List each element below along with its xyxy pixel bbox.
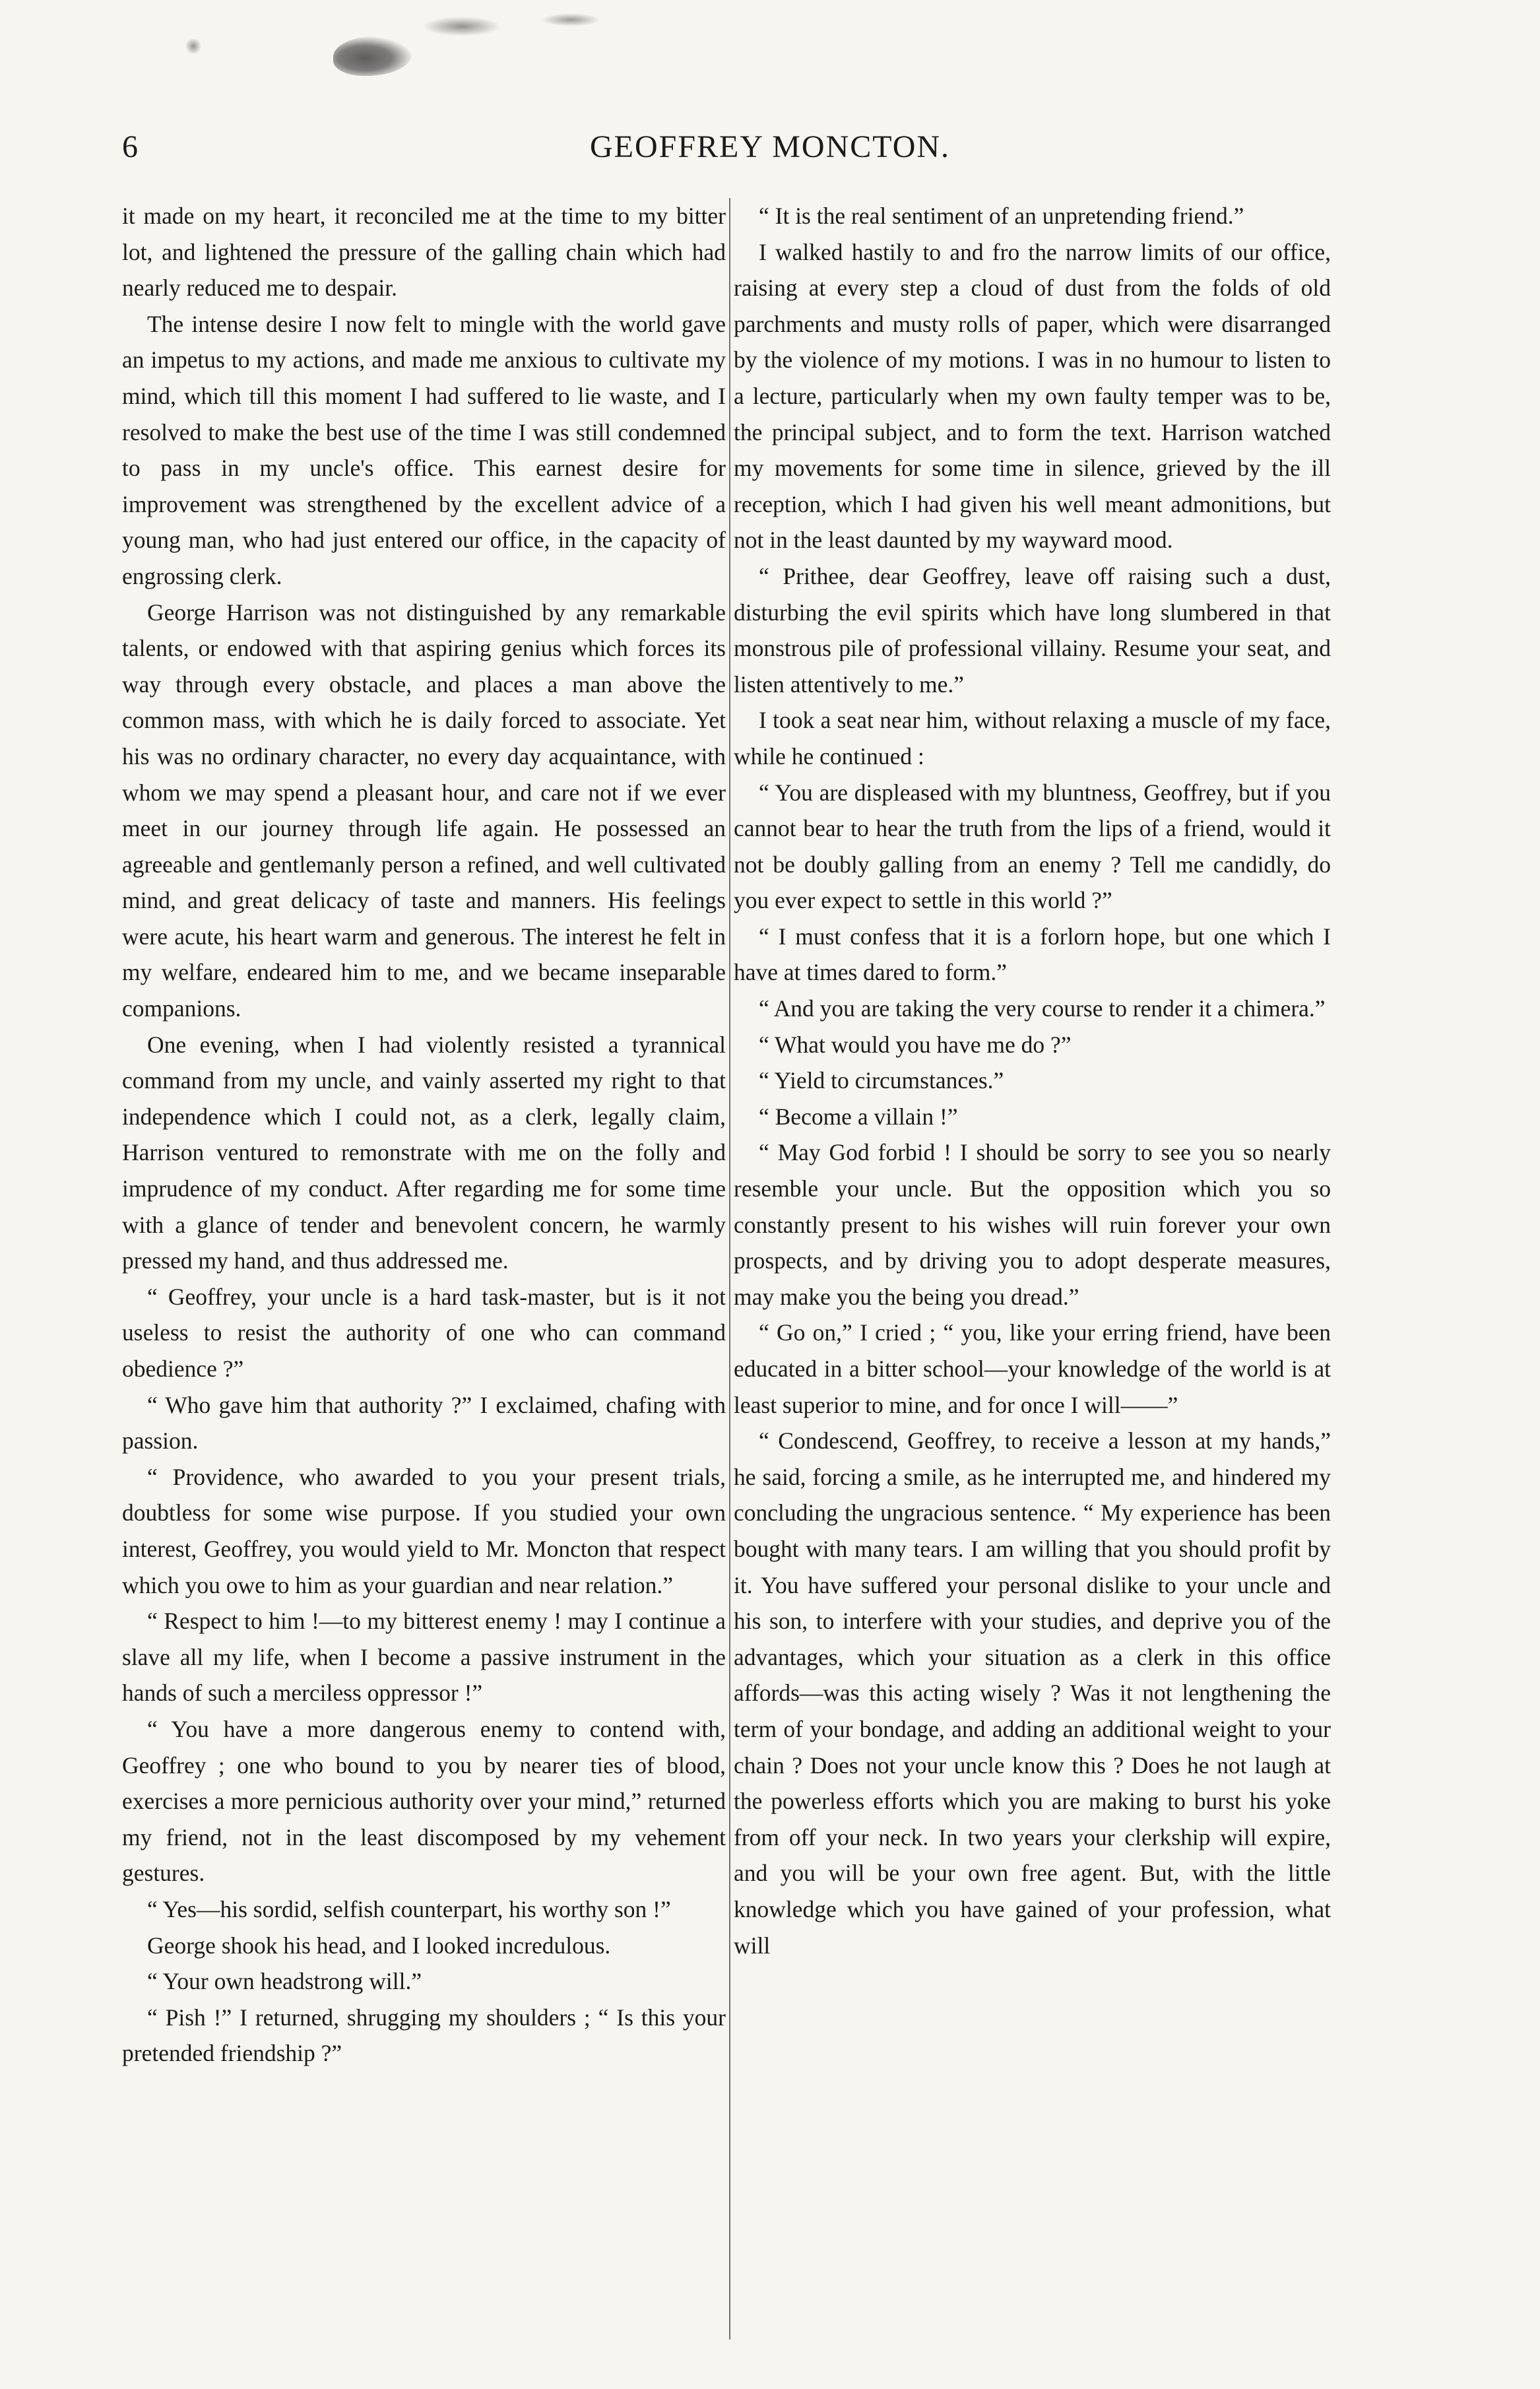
paragraph: “ What would you have me do ?” — [759, 1031, 1072, 1058]
running-head: GEOFFREY MONCTON. — [589, 129, 951, 164]
ink-smudge — [333, 36, 412, 76]
paragraph: “ Your own headstrong will.” — [147, 1968, 422, 1995]
paragraph: One evening, when I had violently resisted a tyrannical command from my uncle, and vainly asserted my right to that independence which I could not, as a clerk, legally claim, Harrison ventured to remonstrate with me on the folly and imprudence of my conduct. After regarding me for some time with a glance of tender and benevolent concern, he warmly pressed my hand, and thus addressed me. — [122, 1031, 726, 1274]
paragraph: “ Become a villain !” — [759, 1103, 958, 1130]
paragraph: The intense desire I now felt to mingle with the world gave an impetus to my actions, and made me anxious to cultivate my mind, which till this moment I had suffered to lie waste, and I resolved to make the best use of the time I was still condemned to pass in my uncle's office. This earnest desire for improvement was strengthened by the excellent advice of a young man, who had just entered our office, in the capacity of engrossing clerk. — [122, 310, 726, 589]
paragraph: “ And you are taking the very course to render it a chimera.” — [759, 995, 1326, 1022]
paragraph: George Harrison was not distinguished by any remarkable talents, or endowed with that aspiring genius which forces its way through every obstacle, and places a man above the common mass, with which he is daily forced to associate. Yet his was no ordinary character, no every day acquaintance, with whom we may spend a pleasant hour, and care not if we ever meet in our journey through life again. He possessed an agreeable and gentlemanly person a refined, and well cultivated mind, and great delicacy of taste and manners. His feelings were acute, his heart warm and generous. The interest he felt in my welfare, endeared him to me, and we became inseparable companions. — [122, 599, 726, 1022]
page-header — [0, 129, 1540, 175]
paragraph: “ Yield to circumstances.” — [759, 1067, 1004, 1094]
paragraph: I took a seat near him, without relaxing a muscle of my face, while he continued : — [734, 707, 1331, 769]
ink-smudge — [185, 38, 202, 54]
paragraph: “ Providence, who awarded to you your present trials, doubtless for some wise purpose. If you studied your own interest, Geoffrey, you would yield to Mr. Moncton that respect which you owe to him as your guardian and near relation.” — [122, 1463, 726, 1598]
ink-smudge — [541, 13, 600, 26]
paragraph: “ Pish !” I returned, shrugging my shoulders ; “ Is this your pretended friendship ?” — [122, 2004, 726, 2067]
paragraph: “ May God forbid ! I should be sorry to see you so nearly resemble your uncle. But the opposition which you so constantly present to his wishes will ruin forever your own prospects, and by driving you to adopt desperate measures, may make you the being you dread.” — [734, 1139, 1331, 1310]
paragraph: it made on my heart, it reconciled me at the time to my bitter lot, and lightened the pressure of the galling chain which had nearly reduced me to despair. — [122, 203, 726, 302]
paragraph: “ Prithee, dear Geoffrey, leave off raising such a dust, disturbing the evil spirits which have long slumbered in that monstrous pile of professional villainy. Resume your seat, and listen attentively to me.” — [734, 562, 1331, 698]
paragraph: “ Go on,” I cried ; “ you, like your erring friend, have been educated in a bitter school—your knowledge of the world is at least superior to mine, and for once I will——” — [734, 1319, 1331, 1418]
paragraph: “ Geoffrey, your uncle is a hard task-master, but is it not useless to resist the authority of one who can command obedience ?” — [122, 1283, 726, 1382]
paragraph: I walked hastily to and fro the narrow limits of our office, raising at every step a cloud of dust from the folds of old parchments and musty rolls of paper, which were disarranged by the violence of my motions. I was in no humour to listen to a lecture, particularly when my own faulty temper was to be, the principal subject, and to form the text. Harrison watched my movements for some time in silence, grieved by the ill reception, which I had given his well meant admonitions, but not in the least daunted by my wayward mood. — [734, 238, 1331, 554]
paragraph: “ You have a more dangerous enemy to contend with, Geoffrey ; one who bound to you by nearer ties of blood, exercises a more pernicious authority over your mind,” returned my friend, not in the least discomposed by my vehement gestures. — [122, 1715, 726, 1887]
paragraph: “ Yes—his sordid, selfish counterpart, his worthy son !” — [147, 1895, 671, 1922]
paragraph: “ You are displeased with my bluntness, Geoffrey, but if you cannot bear to hear the truth from the lips of a friend, would it not be doubly galling from an enemy ? Tell me candidly, do you ever expect to settle in this world ?” — [734, 779, 1331, 914]
page-number: 6 — [122, 129, 138, 164]
paragraph: George shook his head, and I looked incredulous. — [147, 1932, 611, 1959]
ink-smudge — [422, 16, 501, 36]
paragraph: “ Condescend, Geoffrey, to receive a lesson at my hands,” he said, forcing a smile, as he interrupted me, and hindered my concluding the ungracious sentence. “ My experience has been bought with many tears. I am willing that you should profit by it. You have suffered your personal dislike to your uncle and his son, to interfere with your studies, and deprive you of the advantages, which your situation as a clerk in this office affords—was this acting wisely ? Was it not lengthening the term of your bondage, and adding an additional weight to your chain ? Does not your uncle know this ? Does he not laugh at the powerless efforts which you are making to burst his yoke from off your neck. In two years your clerkship will expire, and you will be your own free agent. But, with the little knowledge which you have gained of your profession, what will — [734, 1427, 1331, 1959]
column-divider — [729, 198, 730, 2340]
paragraph: “ Respect to him !—to my bitterest enemy ! may I continue a slave all my life, when I become a passive instrument in the hands of such a merciless oppressor !” — [122, 1608, 726, 1707]
paragraph: “ I must confess that it is a forlorn hope, but one which I have at times dared to form.” — [734, 923, 1331, 986]
right-column — [734, 198, 1331, 1963]
left-column — [122, 198, 726, 2072]
paragraph: “ Who gave him that authority ?” I exclaimed, chafing with passion. — [122, 1391, 726, 1455]
paragraph: “ It is the real sentiment of an unpretending friend.” — [759, 203, 1244, 229]
